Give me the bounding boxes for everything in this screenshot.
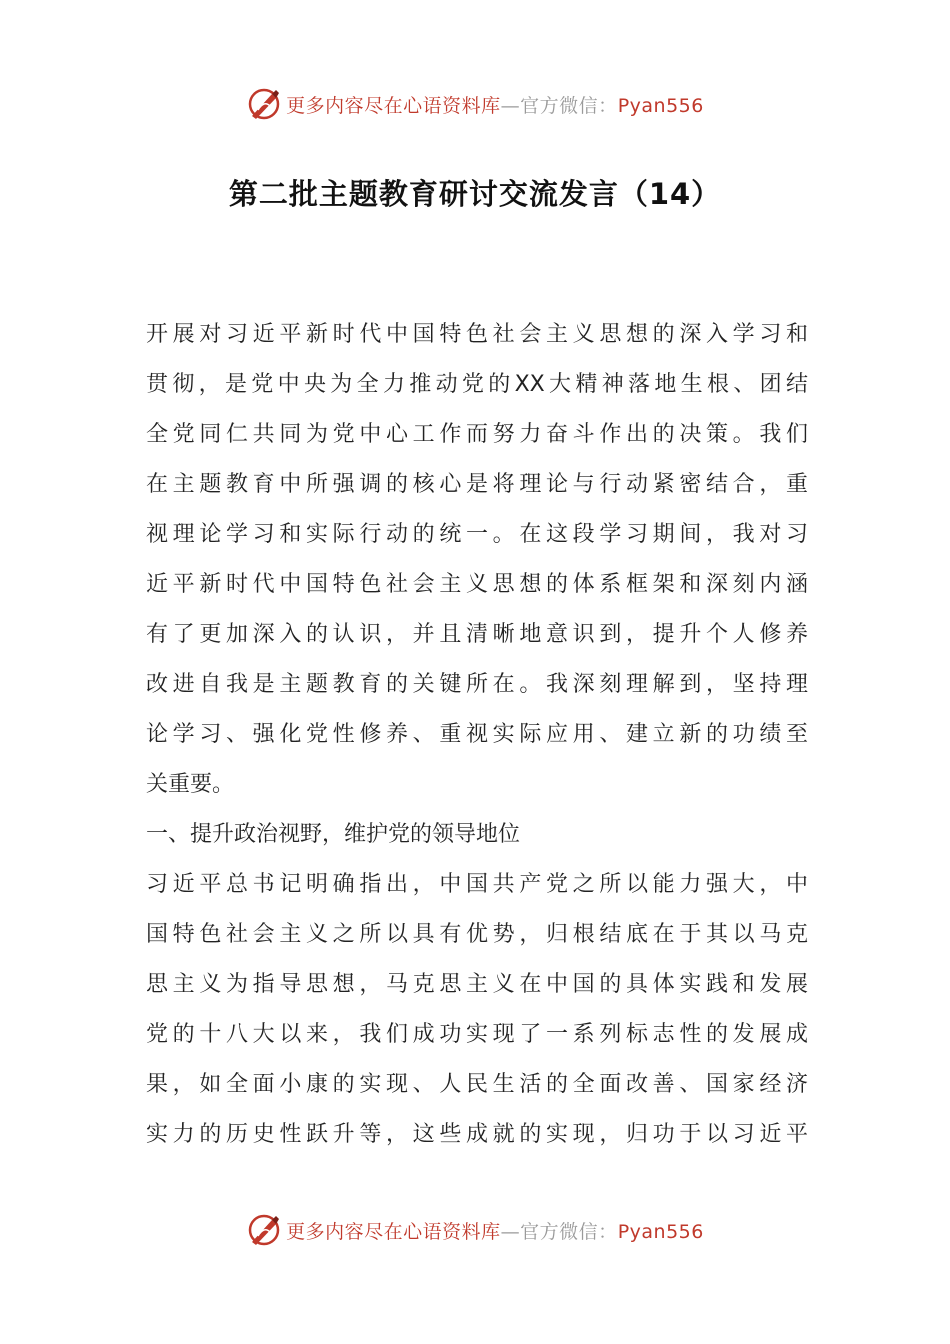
footer-banner-content <box>246 1212 704 1248</box>
body-line: 论学习、强化党性修养、重视实际应用、建立新的功绩至 <box>146 722 808 747</box>
pen-logo-icon <box>246 86 282 122</box>
section-heading: 一、提升政治视野，维护党的领导地位 <box>146 822 521 847</box>
header-banner <box>0 84 950 124</box>
body-line: 全党同仁共同为党中心工作而努力奋斗作出的决策。我们 <box>146 422 808 447</box>
body-line: 党的十八大以来，我们成功实现了一系列标志性的发展成 <box>146 1022 808 1047</box>
document-body <box>146 310 808 1160</box>
footer-banner-text <box>286 1217 704 1244</box>
body-line: 贯彻，是党中央为全力推动党的XX大精神落地生根、团结 <box>146 372 808 397</box>
banner-wechat-label: —官方微信： <box>500 1220 618 1243</box>
body-line: 习近平总书记明确指出，中国共产党之所以能力强大，中 <box>146 872 808 897</box>
banner-site-name: 更多内容尽在心语资料库 <box>286 94 501 117</box>
body-line: 思主义为指导思想，马克思主义在中国的具体实践和发展 <box>146 972 808 997</box>
body-line: 有了更加深入的认识，并且清晰地意识到，提升个人修养 <box>146 622 808 647</box>
body-line: 国特色社会主义之所以具有优势，归根结底在于其以马克 <box>146 922 808 947</box>
body-line: 实力的历史性跃升等，这些成就的实现，归功于以习近平 <box>146 1122 808 1147</box>
body-line: 果，如全面小康的实现、人民生活的全面改善、国家经济 <box>146 1072 808 1097</box>
body-line: 开展对习近平新时代中国特色社会主义思想的深入学习和 <box>146 322 808 347</box>
body-line: 改进自我是主题教育的关键所在。我深刻理解到，坚持理 <box>146 672 808 697</box>
banner-site-name: 更多内容尽在心语资料库 <box>286 1220 501 1243</box>
banner-wechat-id: Pyan556 <box>617 1220 704 1243</box>
pen-logo-icon <box>246 1212 282 1248</box>
banner-wechat-id: Pyan556 <box>617 94 704 117</box>
body-line: 视理论学习和实际行动的统一。在这段学习期间，我对习 <box>146 522 808 547</box>
header-banner-content <box>246 86 704 122</box>
footer-banner <box>0 1210 950 1250</box>
body-line: 近平新时代中国特色社会主义思想的体系框架和深刻内涵 <box>146 572 808 597</box>
header-banner-text <box>286 91 704 118</box>
body-line: 关重要。 <box>146 772 235 797</box>
document-title: 第二批主题教育研讨交流发言（14） <box>228 177 722 211</box>
banner-wechat-label: —官方微信： <box>500 94 618 117</box>
body-line: 在主题教育中所强调的核心是将理论与行动紧密结合，重 <box>146 472 808 497</box>
